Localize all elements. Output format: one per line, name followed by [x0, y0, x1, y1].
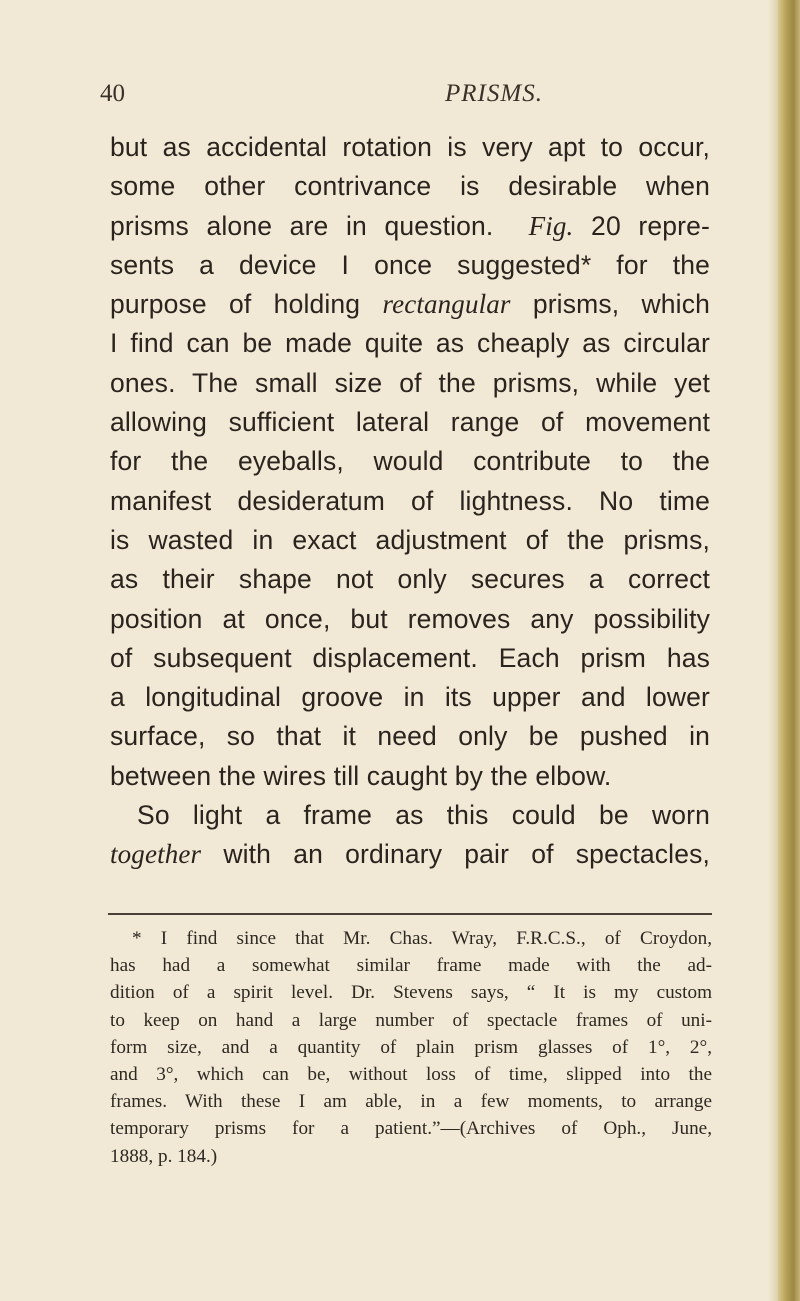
- page-edge: [778, 0, 800, 1301]
- footnote-line: * I find since that Mr. Chas. Wray, F.R.C.S., of Croydon,: [132, 928, 712, 949]
- body-line: So light a frame as this could be worn: [137, 800, 710, 831]
- body-line: allowing sufficient lateral range of movement: [110, 407, 710, 438]
- footnote-line: dition of a spirit level. Dr. Stevens says, “ It is my custom: [110, 982, 712, 1004]
- body-line: a longitudinal groove in its upper and lower: [110, 682, 710, 713]
- footnote-line: and 3°, which can be, without loss of time, slipped into the: [110, 1064, 712, 1086]
- footnote-line: to keep on hand a large number of spectacle frames of uni-: [110, 1009, 712, 1031]
- body-line-text: purpose of holding: [110, 289, 383, 320]
- body-line-text: with an ordinary pair of spectacles,: [201, 839, 710, 870]
- body-line: sents a device I once suggested* for the: [110, 249, 710, 280]
- footnote-line: 1888, p. 184.): [110, 1145, 218, 1167]
- emphasis-together: together: [110, 839, 202, 870]
- footnote-line: has had a somewhat similar frame made with the ad-: [110, 955, 712, 977]
- body-line: for the eyeballs, would contribute to the: [110, 446, 710, 477]
- body-line: as their shape not only secures a correct: [110, 564, 710, 595]
- body-line: position at once, but removes any possibility: [110, 603, 710, 634]
- body-line: but as accidental rotation is very apt to occur,: [110, 132, 710, 162]
- running-title: PRISMS.: [445, 80, 543, 107]
- body-line: between the wires till caught by the elbow.: [110, 760, 612, 791]
- footnote-line: temporary prisms for a patient.”—(Archives of Oph., June,: [110, 1118, 712, 1140]
- footnote-line: form size, and a quantity of plain prism glasses of 1°, 2°,: [110, 1036, 712, 1058]
- body-text: [110, 128, 710, 875]
- page-number: 40: [100, 80, 125, 107]
- body-line: ones. The small size of the prisms, while yet: [110, 367, 710, 398]
- body-line: some other contrivance is desirable when: [110, 171, 710, 202]
- body-line-text: prisms alone are in question.: [110, 210, 494, 241]
- body-line: manifest desideratum of lightness. No time: [110, 485, 710, 516]
- body-line: [110, 285, 710, 324]
- body-line: surface, so that it need only be pushed in: [110, 721, 710, 752]
- body-line: [110, 835, 710, 874]
- footnote-rule: [108, 913, 712, 915]
- footnote: [110, 925, 712, 1170]
- body-line: is wasted in exact adjustment of the prisms,: [110, 524, 710, 555]
- body-line-text: 20 repre-: [573, 210, 710, 241]
- body-line: [110, 207, 710, 246]
- body-line: I find can be made quite as cheaply as circular: [110, 328, 710, 359]
- body-line: of subsequent displacement. Each prism has: [110, 642, 710, 673]
- figure-reference: Fig.: [528, 210, 574, 241]
- emphasis-rectangular: rectangular: [382, 289, 511, 320]
- footnote-line: frames. With these I am able, in a few moments, to arrange: [110, 1091, 712, 1113]
- body-line-text: prisms, which: [510, 289, 710, 320]
- page-header: [100, 80, 710, 116]
